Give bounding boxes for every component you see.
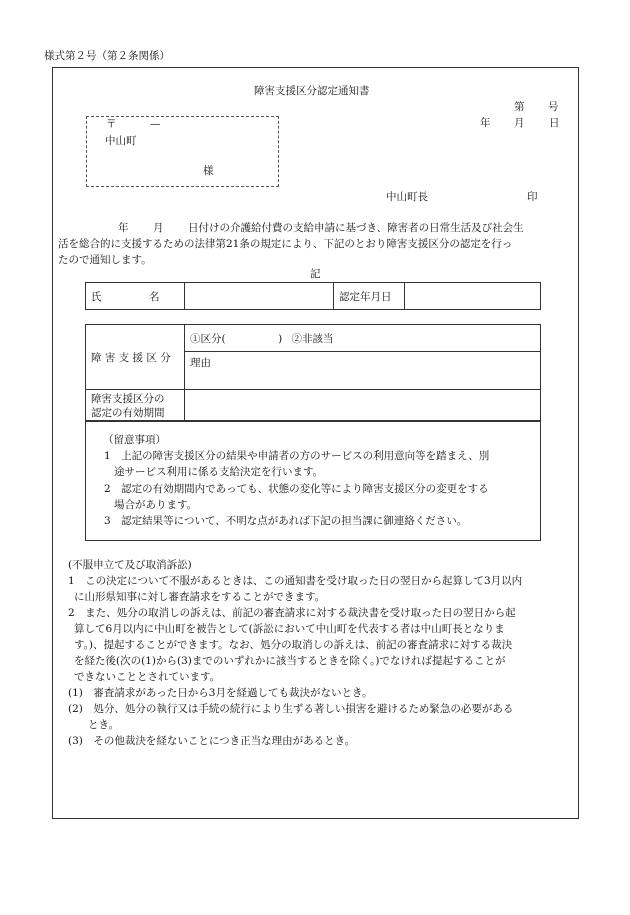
notes-item-1-line-1: 1 上記の障害支援区分の結果や申請者の方のサービスの利用意向等を踏まえ、別	[104, 450, 490, 462]
appeal-heading: (不服申立て及び取消訴訟)	[68, 559, 192, 571]
option-2: ②非該当	[291, 332, 334, 345]
name-label-cell	[86, 283, 185, 310]
notes-item-1-line-2: 途サービス利用に係る支給決定を行います。	[114, 466, 324, 478]
name-value-cell	[185, 283, 334, 310]
body-line-1: 日付けの介護給付費の支給申請に基づき、障害者の日常生活及び社会生	[188, 222, 524, 234]
doc-number-prefix: 第	[514, 101, 525, 113]
category-label: 障 害 支 援 区 分	[91, 351, 171, 364]
postal-mark: 〒	[106, 118, 117, 130]
validity-value-cell	[185, 390, 541, 422]
body-line-2: 活を総合的に支援するための法律第21条の規定により、下記のとおり障害支援区分の認定を行っ	[58, 238, 513, 250]
appeal-p2-line-5: できないこととされています。	[74, 671, 221, 683]
document-title: 障害支援区分認定通知書	[254, 85, 370, 97]
appeal-clause-2-line-1: (2) 処分、処分の執行又は手続の続行により生ずる著しい損害を避けるため緊急の必要がある	[68, 703, 514, 715]
validity-label-2: 認定の有効期間	[91, 406, 165, 419]
name-label-a: 氏	[91, 290, 102, 303]
appeal-clause-3: (3) その他裁決を経ないことにつき正当な理由があるとき。	[68, 735, 356, 747]
appeal-p2-line-2: 算して6月以内に中山町を被告として(訴訟において中山町を代表する者は中山町長となりま	[74, 623, 505, 635]
date-year: 年	[480, 117, 491, 129]
issuer-name: 中山町長	[386, 191, 428, 203]
category-label-cell	[86, 325, 185, 390]
issuer-seal: 印	[527, 191, 538, 203]
category-table	[85, 324, 541, 422]
notes-item-2-line-2: 場合があります。	[114, 499, 198, 511]
category-options-cell	[185, 325, 541, 352]
body-date-year: 年	[118, 222, 129, 234]
appeal-p2-line-1: 2 また、処分の取消しの訴えは、前記の審査請求に対する裁決書を受け取った日の翌日から起	[68, 607, 516, 619]
appeal-clause-1: (1) 審査請求があった日から3月を経過しても裁決がないとき。	[68, 687, 373, 699]
name-label-b: 名	[149, 290, 160, 303]
form-number: 様式第２号（第２条関係）	[44, 50, 170, 62]
body-date-month: 月	[153, 222, 164, 234]
reason-label: 理由	[190, 357, 211, 369]
appeal-p1-line-1: 1 この決定について不服があるときは、この通知書を受け取った日の翌日から起算して3月以内	[68, 575, 523, 587]
body-line-3: たので通知します。	[58, 254, 152, 266]
reason-cell	[185, 352, 541, 390]
validity-label-1: 障害支援区分の	[91, 392, 165, 405]
appeal-p1-line-2: に山形県知事に対し審査請求をすることができます。	[74, 591, 326, 603]
ki-marker: 記	[310, 268, 321, 280]
date-label-cell	[334, 283, 405, 310]
doc-number-suffix: 号	[548, 101, 559, 113]
recipient-honorific: 様	[203, 165, 214, 177]
postal-dash: —	[150, 118, 161, 130]
date-label: 認定年月日	[339, 290, 392, 303]
appeal-p2-line-4: を経た後(次の(1)から(3)までのいずれかに該当するときを除く。)でなければ提起することが	[74, 655, 506, 667]
notes-item-3: 3 認定結果等について、不明な点があれば下記の担当課に御連絡ください。	[104, 515, 468, 527]
name-date-table	[85, 282, 541, 310]
recipient-town: 中山町	[105, 135, 137, 147]
notes-item-2-line-1: 2 認定の有効期間内であっても、状態の変化等により障害支援区分の変更をする	[104, 483, 489, 495]
validity-label-cell	[86, 390, 185, 422]
notes-heading: （留意事項）	[103, 434, 166, 446]
date-day: 日	[549, 117, 560, 129]
option-1: ①区分( )	[190, 332, 283, 345]
date-month: 月	[514, 117, 525, 129]
appeal-clause-2-line-2: とき。	[88, 719, 120, 731]
date-value-cell	[405, 283, 541, 310]
appeal-p2-line-3: す。)、提起することができます。なお、処分の取消しの訴えは、前記の審査請求に対する裁決	[74, 639, 513, 651]
